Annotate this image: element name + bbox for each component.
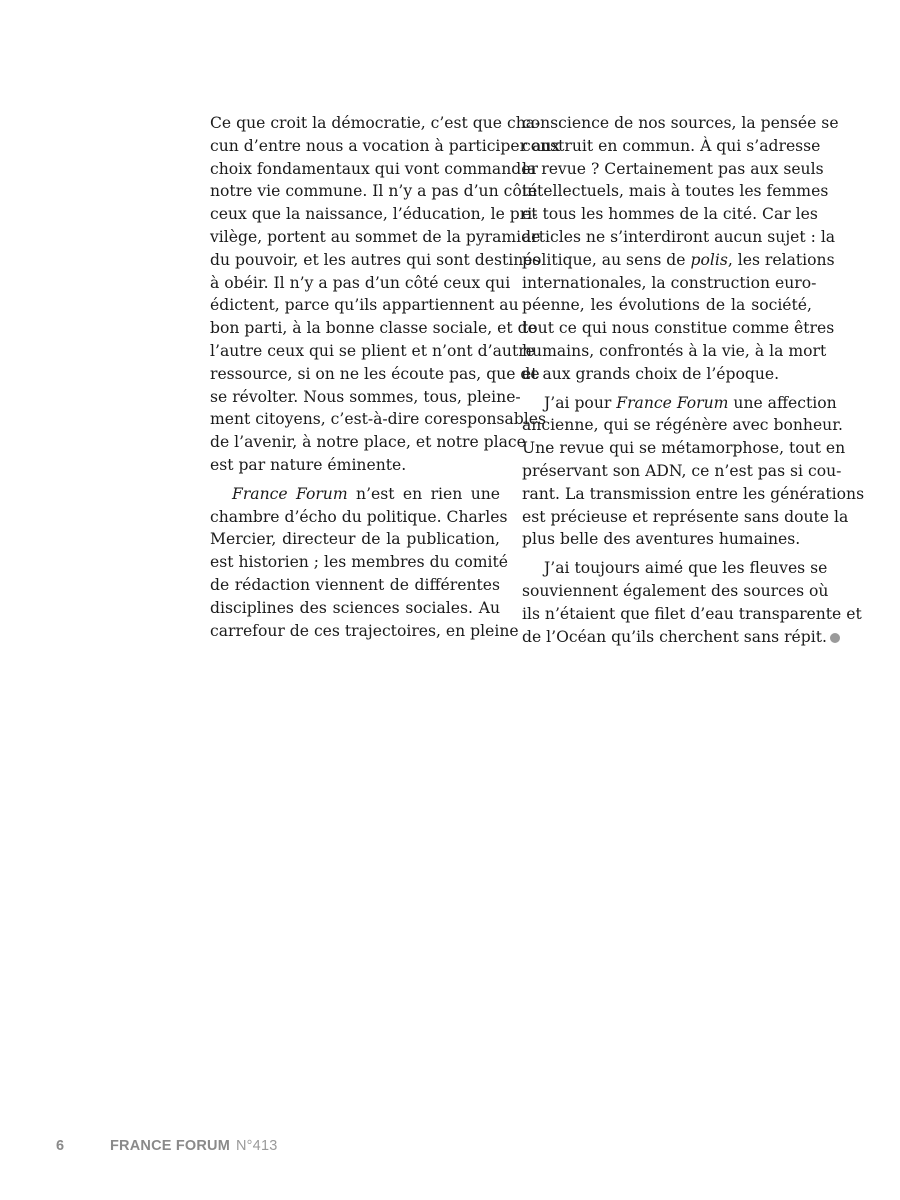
text-line: vilège, portent au sommet de la pyramide — [210, 227, 541, 246]
magazine-name: FRANCE FORUM — [110, 1138, 231, 1154]
text-line: de l’avenir, à notre place, et notre place — [210, 433, 526, 452]
text-line: ils n’étaient que filet d’eau transparente et — [522, 604, 862, 623]
text-fragment: une affection — [728, 393, 837, 412]
text-line: choix fondamentaux qui vont commander — [210, 159, 538, 178]
text-line: plus belle des aventures humaines. — [522, 530, 801, 549]
text-line: articles ne s’interdiront aucun sujet : la — [522, 227, 836, 246]
text-line: humains, confrontés à la vie, à la mort — [522, 341, 827, 360]
text-line — [522, 626, 827, 649]
text-line: bon parti, à la bonne classe sociale, et de — [210, 319, 537, 338]
text-line: ment citoyens, c’est-à-dire coresponsables — [210, 410, 547, 429]
text-line: cun d’entre nous a vocation à participer aux — [210, 136, 561, 155]
text-line: et aux grands choix de l’époque. — [522, 364, 780, 383]
page-number: 6 — [56, 1138, 65, 1154]
text-line: de rédaction viennent de différentes — [210, 575, 500, 594]
text-line — [522, 249, 835, 272]
text-line: souviennent également des sources où — [522, 581, 829, 600]
paragraph-revue — [522, 112, 839, 386]
text-line: est historien ; les membres du comité — [210, 553, 508, 572]
text-line: Mercier, directeur de la publication, — [210, 530, 500, 549]
text-line: internationales, la construction euro- — [522, 273, 817, 292]
page-footer — [56, 1138, 277, 1154]
text-line: ceux que la naissance, l’éducation, le pri- — [210, 205, 538, 224]
magazine-title-italic: France Forum — [616, 393, 729, 412]
text-line: rant. La transmission entre les générations — [522, 484, 865, 503]
text-line: tout ce qui nous constitue comme êtres — [522, 319, 835, 338]
text-line: la revue ? Certainement pas aux seuls — [522, 159, 824, 178]
text-line: carrefour de ces trajectoires, en pleine — [210, 621, 519, 640]
paragraph-fleuves — [522, 557, 862, 648]
polis-italic: polis — [690, 250, 728, 269]
text-fragment: de l’Océan qu’ils cherchent sans répit. — [522, 627, 827, 646]
text-column-right — [522, 112, 865, 648]
issue-number: N°413 — [236, 1138, 278, 1154]
text-line: du pouvoir, et les autres qui sont destinés — [210, 250, 541, 269]
text-line: péenne, les évolutions de la société, — [522, 296, 812, 315]
text-line: Ce que croit la démocratie, c’est que cha- — [210, 114, 541, 132]
end-of-article-dot-icon — [830, 633, 840, 643]
text-column-left — [210, 112, 561, 642]
text-line: notre vie commune. Il n’y a pas d’un côté — [210, 182, 538, 201]
text-line: intellectuels, mais à toutes les femmes — [522, 182, 829, 201]
text-line: construit en commun. À qui s’adresse — [522, 136, 821, 155]
text-line: l’autre ceux qui se plient et n’ont d’autre — [210, 341, 535, 360]
text-line: édictent, parce qu’ils appartiennent au — [210, 296, 519, 315]
text-line: conscience de nos sources, la pensée se — [522, 114, 839, 132]
paragraph-france-forum — [210, 483, 519, 643]
text-line: se révolter. Nous sommes, tous, pleine- — [210, 387, 521, 406]
text-fragment: , les relations — [727, 250, 835, 269]
text-line — [210, 483, 500, 506]
text-line — [522, 392, 837, 415]
text-line: ressource, si on ne les écoute pas, que de — [210, 364, 540, 383]
text-line: préservant son ADN, ce n’est pas si cou- — [522, 461, 842, 480]
text-line: à obéir. Il n’y a pas d’un côté ceux qui — [210, 273, 511, 292]
text-line: est par nature éminente. — [210, 455, 407, 474]
text-fragment: n’est en rien une — [347, 484, 501, 503]
paragraph-affection — [522, 392, 865, 552]
text-line: ancienne, qui se régénère avec bonheur. — [522, 416, 843, 435]
text-fragment: politique, au sens de — [522, 250, 691, 269]
paragraph-democratie — [210, 112, 561, 477]
text-line: est précieuse et représente sans doute la — [522, 507, 849, 526]
text-line: et tous les hommes de la cité. Car les — [522, 205, 818, 224]
text-line: chambre d’écho du politique. Charles — [210, 507, 508, 526]
text-line: Une revue qui se métamorphose, tout en — [522, 439, 846, 458]
magazine-title-italic: France Forum — [232, 484, 348, 503]
text-fragment: J’ai pour — [544, 393, 617, 412]
text-line: J’ai toujours aimé que les fleuves se — [544, 559, 828, 578]
text-line: disciplines des sciences sociales. Au — [210, 598, 500, 617]
